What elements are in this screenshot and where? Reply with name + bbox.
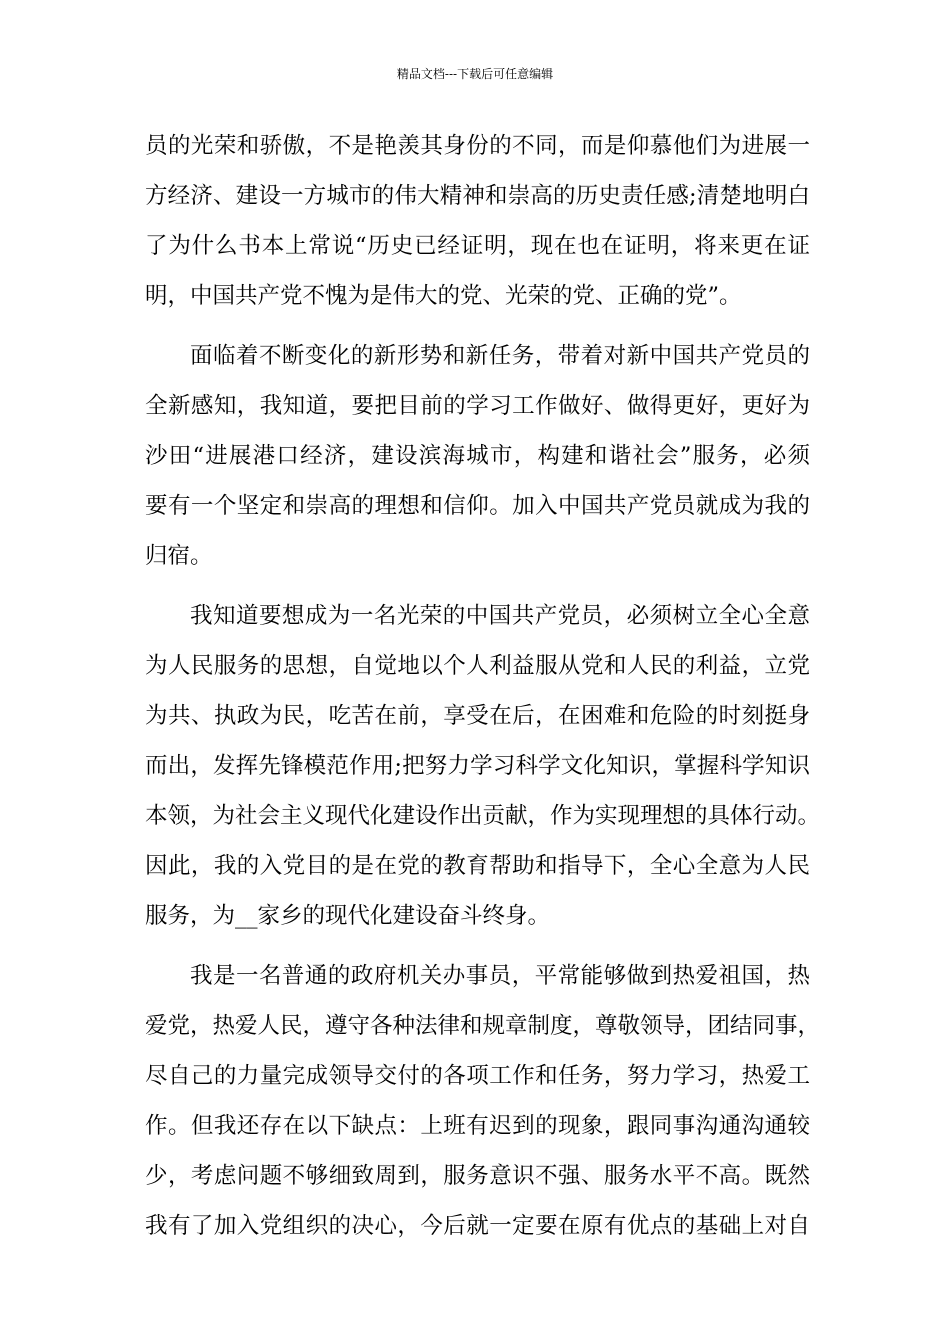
text-line: 员的光荣和骄傲，不是艳羡其身份的不同，而是仰慕他们为进展一 (145, 133, 810, 159)
text-line: 而出，发挥先锋模范作用;把努力学习科学文化知识，掌握科学知识 (145, 753, 810, 779)
paragraph (145, 331, 810, 581)
paragraph (145, 951, 821, 1251)
text-line: 爱党，热爱人民，遵守各种法律和规章制度，尊敬领导，团结同事， (145, 1013, 821, 1039)
text-line: 沙田“进展港口经济，建设滨海城市，构建和谐社会”服务，必须 (145, 443, 810, 469)
paragraph (145, 121, 810, 321)
text-line: 因此，我的入党目的是在党的教育帮助和指导下，全心全意为人民 (145, 853, 810, 879)
text-line: 面临着不断变化的新形势和新任务，带着对新中国共产党员的 (190, 343, 810, 369)
text-line: 我是一名普通的政府机关办事员，平常能够做到热爱祖国，热 (190, 963, 810, 989)
text-line: 要有一个坚定和崇高的理想和信仰。加入中国共产党员就成为我的 (145, 493, 810, 519)
text-line: 本领，为社会主义现代化建设作出贡献，作为实现理想的具体行动。 (145, 803, 821, 829)
text-line: 尽自己的力量完成领导交付的各项工作和任务，努力学习，热爱工 (145, 1063, 810, 1089)
document-body (145, 121, 821, 1251)
text-line: 我有了加入党组织的决心，今后就一定要在原有优点的基础上对自 (145, 1213, 810, 1239)
text-line: 少，考虑问题不够细致周到，服务意识不强、服务水平不高。既然 (145, 1163, 810, 1189)
text-line: 明，中国共产党不愧为是伟大的党、光荣的党、正确的党”。 (145, 283, 742, 309)
text-line: 全新感知，我知道，要把目前的学习工作做好、做得更好，更好为 (145, 393, 810, 419)
paragraph (145, 591, 821, 941)
text-line: 方经济、建设一方城市的伟大精神和崇高的历史责任感;清楚地明白 (145, 183, 810, 209)
text-line: 归宿。 (145, 543, 213, 569)
text-line: 了为什么书本上常说“历史已经证明，现在也在证明，将来更在证 (145, 233, 810, 259)
text-line: 为人民服务的思想，自觉地以个人利益服从党和人民的利益，立党 (145, 653, 810, 679)
text-line: 为共、执政为民，吃苦在前，享受在后，在困难和危险的时刻挺身 (145, 703, 810, 729)
text-line: 我知道要想成为一名光荣的中国共产党员，必须树立全心全意 (190, 603, 810, 629)
page-header: 精品文档---下载后可任意编辑 (396, 67, 554, 81)
text-line: 服务，为__家乡的现代化建设奋斗终身。 (145, 903, 551, 929)
text-line: 作。但我还存在以下缺点：上班有迟到的现象，跟同事沟通沟通较 (145, 1113, 810, 1139)
